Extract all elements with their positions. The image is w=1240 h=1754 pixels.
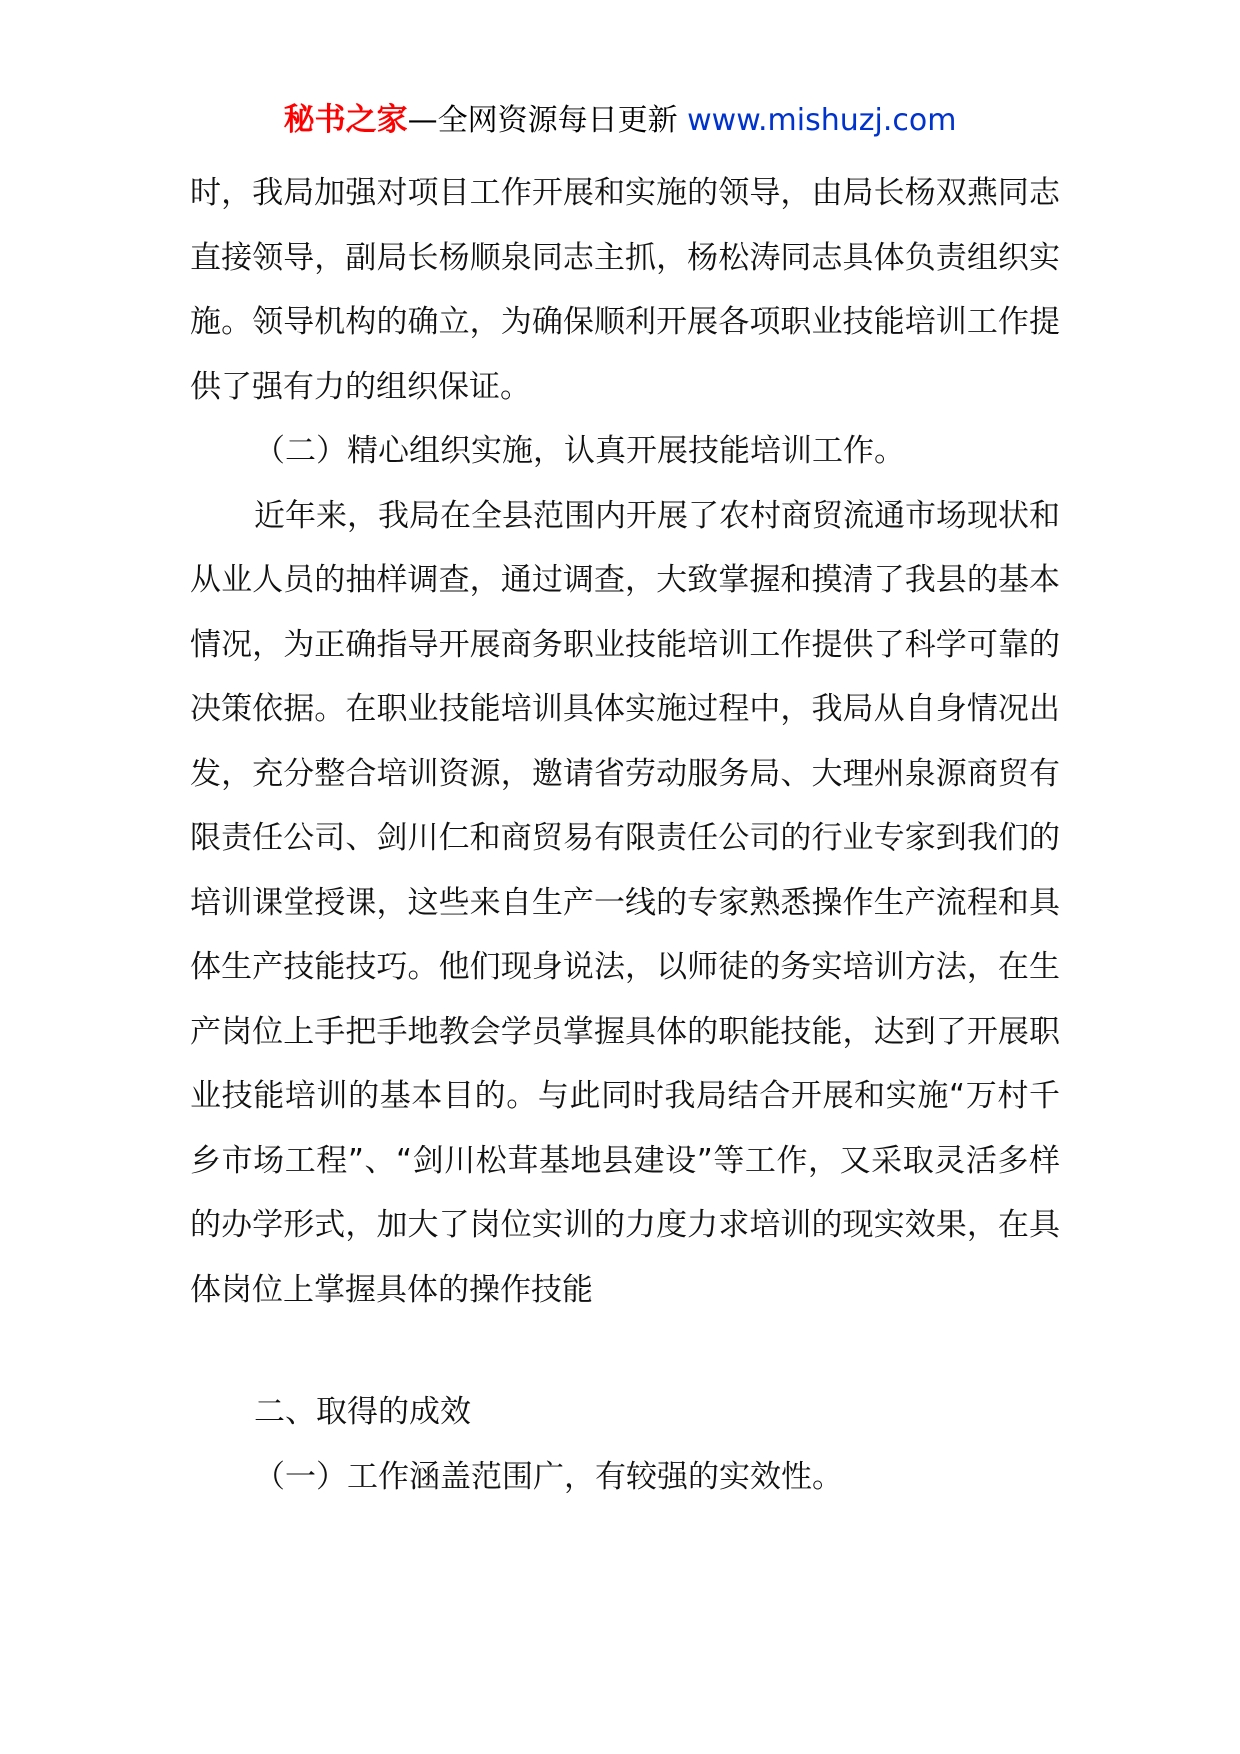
- section-heading-results: 二、取得的成效: [254, 1394, 471, 1430]
- brand-name: 秘书之家: [283, 102, 408, 138]
- paragraph-training-details: 近年来，我局在全县范围内开展了农村商贸流通市场现状和从业人员的抽样调查，通过调查，大致掌握和摸清了我县的基本情况，为正确指导开展商务职业技能培训工作提供了科学可靠的决策依据。在职业技能培训具体实施过程中，我局从自身情况出发，充分整合培训资源，邀请省劳动服务局、大理州泉源商贸有限责任公司、剑川仁和商贸易有限责任公司的行业专家到我们的培训课堂授课，这些来自生产一线的专家熟悉操作生产流程和具体生产技能技巧。他们现身说法，以师徒的务实培训方法，在生产岗位上手把手地教会学员掌握具体的职能技能，达到了开展职业技能培训的基本目的。与此同时我局结合开展和实施“万村千乡市场工程”、“剑川松茸基地县建设”等工作，又采取灵活多样的办学形式，加大了岗位实训的力度力求培训的现实效果，在具体岗位上掌握具体的操作技能: [190, 497, 1060, 1308]
- document-body: [190, 161, 1060, 1509]
- paragraph-leadership: 时，我局加强对项目工作开展和实施的领导，由局长杨双燕同志直接领导，副局长杨顺泉同志主抓，杨松涛同志具体负责组织实施。领导机构的确立，为确保顺利开展各项职业技能培训工作提供了强有力的组织保证。: [190, 175, 1060, 405]
- paragraph-spacer: [190, 1322, 1060, 1380]
- subheading-organize-implement: （二）精心组织实施，认真开展技能培训工作。: [254, 433, 905, 469]
- watermark-header: [0, 98, 1240, 143]
- site-url-link[interactable]: www.mishuzj.com: [687, 103, 957, 138]
- subheading-coverage: （一）工作涵盖范围广，有较强的实效性。: [254, 1458, 843, 1495]
- header-tagline: —全网资源每日更新: [407, 103, 678, 138]
